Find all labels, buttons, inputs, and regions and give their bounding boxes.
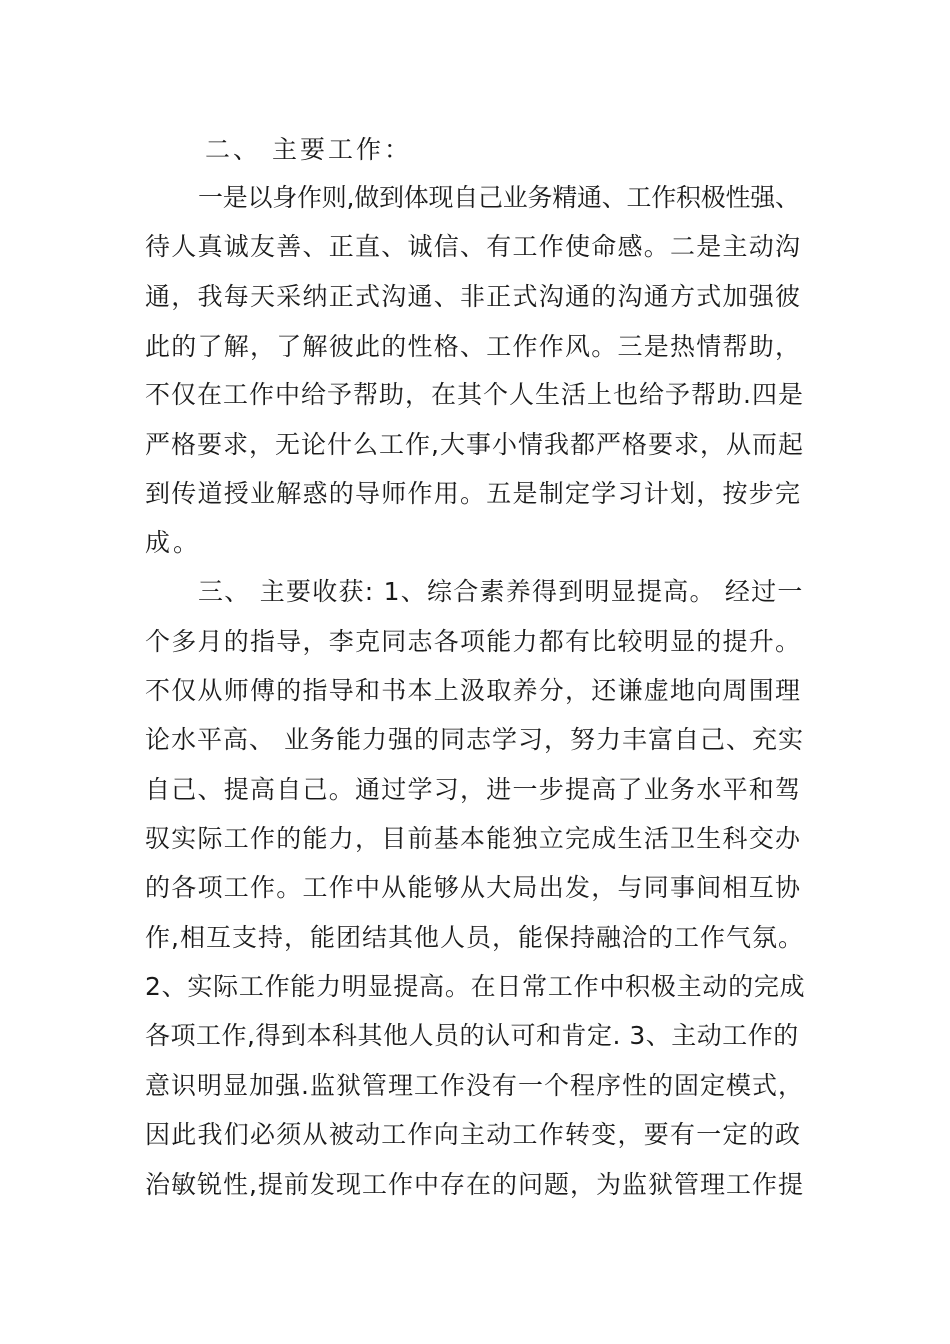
paragraph-line: 作,相互支持，能团结其他人员，能保持融洽的工作气氛。 — [145, 923, 804, 952]
section-heading-main-gains: 三、 主要收获: 1、综合素养得到明显提高。 经过一 — [198, 577, 804, 606]
paragraph-line: 意识明显加强.监狱管理工作没有一个程序性的固定模式， — [145, 1071, 804, 1100]
paragraph-line: 通，我每天采纳正式沟通、非正式沟通的沟通方式加强彼 — [145, 282, 802, 311]
paragraph-line: 严格要求，无论什么工作,大事小情我都严格要求，从而起 — [145, 430, 804, 459]
paragraph-line: 论水平高、 业务能力强的同志学习，努力丰富自己、充实 — [145, 725, 804, 754]
paragraph-line: 的各项工作。工作中从能够从大局出发，与同事间相互协 — [145, 873, 802, 902]
paragraph-line: 2、实际工作能力明显提高。在日常工作中积极主动的完成 — [145, 972, 806, 1001]
paragraph-line: 此的了解，了解彼此的性格、工作作风。三是热情帮助， — [145, 332, 802, 361]
paragraph-line: 因此我们必须从被动工作向主动工作转变，要有一定的政 — [145, 1120, 802, 1149]
paragraph-line: 一是以身作则,做到体现自己业务精通、工作积极性强、 — [198, 183, 800, 212]
paragraph-line: 到传道授业解惑的导师作用。五是制定学习计划，按步完 — [145, 479, 802, 508]
section-heading-main-work: 二、 主要工作： — [205, 135, 412, 164]
paragraph-line: 待人真诚友善、正直、诚信、有工作使命感。二是主动沟 — [145, 232, 802, 261]
paragraph-line: 治敏锐性,提前发现工作中存在的问题，为监狱管理工作提 — [145, 1170, 804, 1199]
paragraph-line: 成。 — [145, 528, 202, 557]
paragraph-line: 不仅从师傅的指导和书本上汲取养分，还谦虚地向周围理 — [145, 676, 802, 705]
paragraph-line: 驭实际工作的能力，目前基本能独立完成生活卫生科交办 — [145, 824, 802, 853]
paragraph-line: 个多月的指导，李克同志各项能力都有比较明显的提升。 — [145, 627, 802, 656]
paragraph-line: 自己、提高自己。通过学习，进一步提高了业务水平和驾 — [145, 775, 802, 804]
paragraph-line: 各项工作,得到本科其他人员的认可和肯定. 3、主动工作的 — [145, 1021, 799, 1050]
paragraph-line: 不仅在工作中给予帮助，在其个人生活上也给予帮助.四是 — [145, 380, 804, 409]
